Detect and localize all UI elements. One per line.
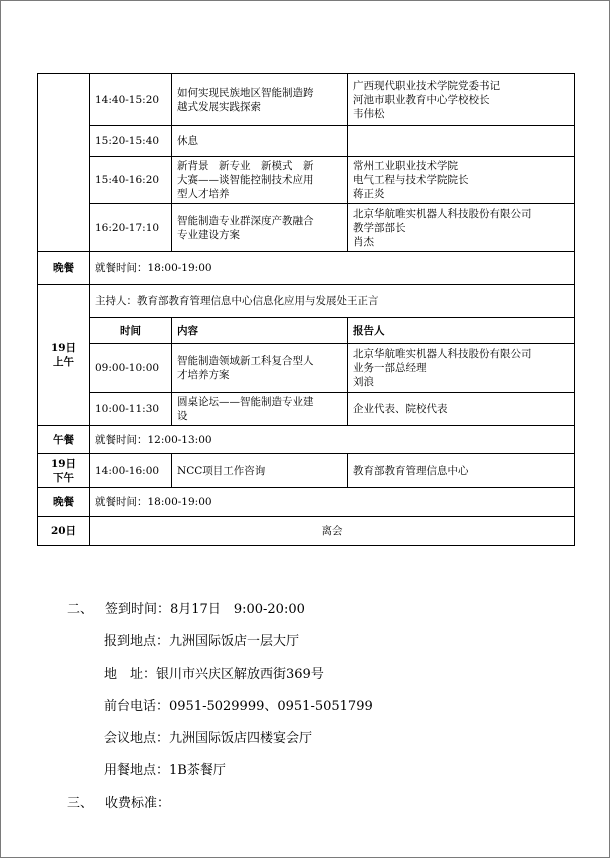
time-cell: 16:20-17:10	[90, 204, 172, 252]
speaker-cell: 教育部教育管理信息中心	[348, 454, 575, 488]
speaker-cell: 广西现代职业技术学院党委书记 河池市职业教育中心学校校长 韦伟松	[348, 74, 575, 126]
table-row	[38, 204, 575, 252]
schedule-table	[37, 73, 575, 546]
table-row	[38, 157, 575, 204]
content-cell: 智能制造领域新工科复合型人 才培养方案	[172, 344, 348, 393]
table-row	[38, 488, 575, 517]
time-cell: 15:40-16:20	[90, 157, 172, 204]
table-row	[38, 252, 575, 285]
day-label: 19日 上午	[38, 285, 90, 426]
meal-time: 就餐时间：12:00-13:00	[90, 426, 575, 454]
time-cell: 10:00-11:30	[90, 393, 172, 426]
time-cell: 09:00-10:00	[90, 344, 172, 393]
table-row	[38, 393, 575, 426]
table-row	[38, 426, 575, 454]
day-cell-continued	[38, 74, 90, 252]
table-header-row	[38, 318, 575, 344]
fees-heading: 收费标准：	[105, 796, 171, 811]
content-cell: 新背景 新专业 新模式 新 大赛——谈智能控制技术应用 型人才培养	[172, 157, 348, 204]
section-checkin	[67, 598, 305, 617]
departure: 离会	[90, 517, 575, 546]
dining-place: 用餐地点：1B茶餐厅	[104, 763, 226, 778]
report-place: 报到地点：九洲国际饭店一层大厅	[104, 634, 300, 649]
table-row	[38, 74, 575, 126]
time-cell: 14:00-16:00	[90, 454, 172, 488]
content-cell: 圆桌论坛——智能制造专业建 设	[172, 393, 348, 426]
day-label: 19日 下午	[38, 454, 90, 488]
front-desk-phone: 前台电话：0951-5029999、0951-5051799	[104, 699, 373, 714]
content-cell: 休息	[172, 126, 348, 157]
column-header: 时间	[90, 318, 172, 344]
day-label: 晚餐	[38, 252, 90, 285]
content-cell: NCC项目工作咨询	[172, 454, 348, 488]
time-cell: 14:40-15:20	[90, 74, 172, 126]
meeting-place: 会议地点：九洲国际饭店四楼宴会厅	[104, 731, 313, 746]
meal-time: 就餐时间：18:00-19:00	[90, 488, 575, 517]
content-cell: 智能制造专业群深度产教融合 专业建设方案	[172, 204, 348, 252]
table-row	[38, 517, 575, 546]
table-row	[38, 454, 575, 488]
section-fees	[67, 792, 170, 811]
meal-time: 就餐时间：18:00-19:00	[90, 252, 575, 285]
time-cell: 15:20-15:40	[90, 126, 172, 157]
speaker-cell: 常州工业职业技术学院 电气工程与技术学院院长 蒋正炎	[348, 157, 575, 204]
speaker-cell: 北京华航唯实机器人科技股份有限公司 业务一部总经理 刘浪	[348, 344, 575, 393]
table-row	[38, 344, 575, 393]
checkin-time: 签到时间：8月17日 9:00-20:00	[105, 602, 305, 617]
content-cell: 如何实现民族地区智能制造跨 越式发展实践探索	[172, 74, 348, 126]
column-header: 内容	[172, 318, 348, 344]
address: 地 址：银川市兴庆区解放西街369号	[104, 667, 324, 682]
day-label: 20日	[38, 517, 90, 546]
host-info: 主持人：教育部教育管理信息中心信息化应用与发展处王正言	[90, 285, 575, 318]
speaker-cell	[348, 126, 575, 157]
section-number: 二、	[67, 602, 94, 617]
speaker-cell: 企业代表、院校代表	[348, 393, 575, 426]
section-number: 三、	[67, 796, 94, 811]
speaker-cell: 北京华航唯实机器人科技股份有限公司 教学部部长 肖杰	[348, 204, 575, 252]
column-header: 报告人	[348, 318, 575, 344]
day-label: 午餐	[38, 426, 90, 454]
day-label: 晚餐	[38, 488, 90, 517]
table-row	[38, 285, 575, 318]
table-row	[38, 126, 575, 157]
